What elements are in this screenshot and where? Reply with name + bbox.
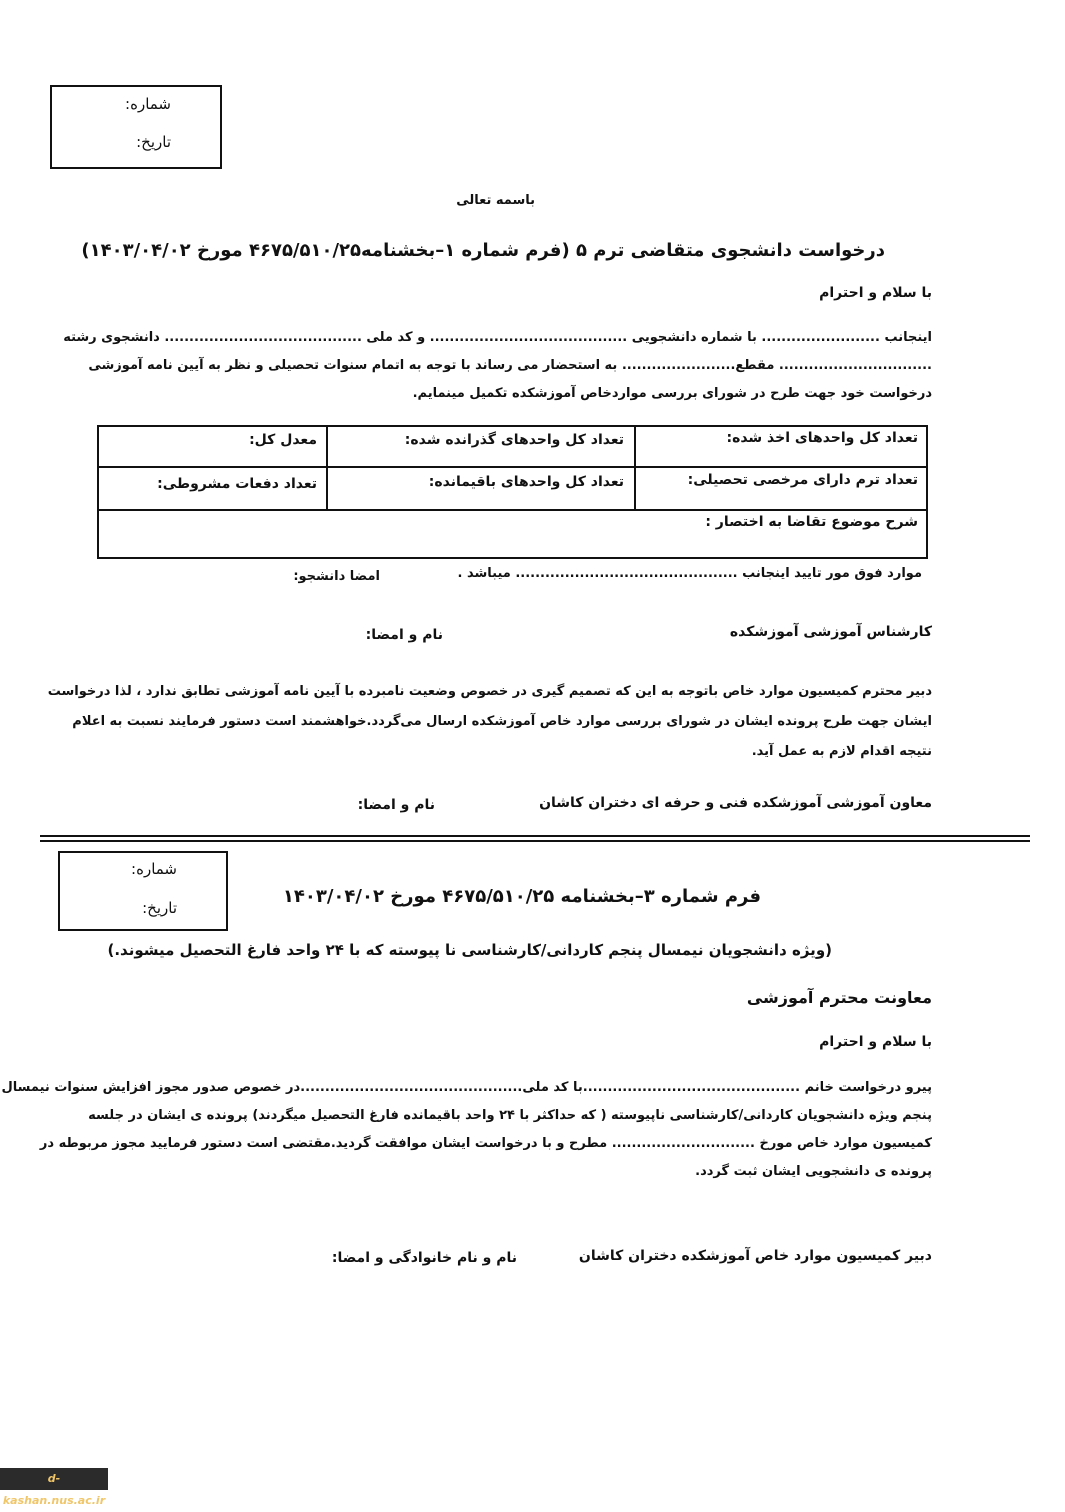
deputy-name-sign: نام و امضا: (357, 797, 435, 813)
units-taken-cell: تعداد کل واحدهای اخذ شده: (726, 430, 918, 446)
form3-body-line1: پیرو درخواست خانم ............................................با کد ملی.............................................در خصوص صدور مجوز افزایش سنوات نیمسال (1, 1080, 932, 1095)
form3-secretary-label: دبیر کمیسیون موارد خاص آموزشکده دختران کاشان (578, 1248, 932, 1264)
form3-title: فرم شماره ۳–بخشنامه ۴۶۷۵/۵۱۰/۲۵ مورخ ۱۴۰۳/۰۴/۰۲ (282, 886, 761, 907)
form3-greeting: با سلام و احترام (819, 1034, 932, 1050)
table-row-divider-1 (97, 466, 928, 468)
form3-body-line4: پرونده ی دانشجویی ایشان ثبت گردد. (695, 1164, 932, 1179)
secretary-line1: دبیر محترم کمیسیون موارد خاص باتوجه به این که تصمیم گیری در خصوص وضعیت نامبرده با آیین نامه آموزشی تطابق ندارد ، لذا درخواست (47, 684, 932, 699)
basmala: باسمه تعالی (456, 193, 535, 208)
table-col-divider-2 (634, 425, 636, 511)
form1-body-line2: ............................... مقطع....................... به استحضار می رساند با توجه به اتمام سنوات تحصیلی و نظر به آیین نامه آموزشی (88, 358, 932, 373)
expert-name-sign: نام و امضا: (365, 627, 443, 643)
site-watermark: d-kashan.nus.ac.ir (0, 1468, 108, 1490)
request-summary-cell: شرح موضوع تقاضا به اختصار : (705, 514, 918, 530)
table-row-divider-2 (97, 509, 928, 511)
table-col-divider-1 (326, 425, 328, 511)
form3-date-label: تاریخ: (142, 899, 177, 917)
deputy-label: معاون آموزشی آموزشکده فنی و حرفه ای دختران کاشان (539, 795, 932, 811)
form3-body-line2: پنجم ویژه دانشجویان کاردانی/کارشناسی ناپیوسته ( که حداکثر با ۲۴ واحد باقیمانده فارغ التحصیل میگردند) پرونده ی ایشان در جلسه (88, 1108, 932, 1123)
form1-body-line1: اینجانب ........................ با شماره دانشجویی ........................................ و کد ملی ........................................ دانشجوی رشته (63, 330, 932, 345)
number-label: شماره: (125, 95, 171, 113)
units-passed-cell: تعداد کل واحدهای گذرانده شده: (404, 432, 624, 448)
leave-terms-cell: تعداد ترم دارای مرخصی تحصیلی: (687, 472, 918, 488)
gpa-cell: معدل کل: (249, 432, 317, 448)
form1-title: درخواست دانشجوی متقاضی ترم ۵ (فرم شماره ۱–بخشنامه۴۶۷۵/۵۱۰/۲۵ مورخ ۱۴۰۳/۰۴/۰۲) (81, 240, 885, 261)
student-signature: امضا دانشجو: (293, 569, 380, 584)
expert-label: کارشناس آموزشی آموزشکده (729, 624, 932, 640)
confirm-text: موارد فوق مور تایید اینجانب ............................................. میباشد . (457, 566, 922, 581)
secretary-line2: ایشان جهت طرح پرونده ایشان در شورای بررسی موارد خاص آموزشکده ارسال می‌گردد.خواهشمند است دستور فرمایند نسبت به اعلام (72, 714, 932, 729)
form3-addressee: معاونت محترم آموزشی (746, 988, 932, 1007)
units-remaining-cell: تعداد کل واحدهای باقیمانده: (428, 474, 624, 490)
form1-body-line3: درخواست خود جهت طرح در شورای بررسی مواردخاص آموزشکده تکمیل مینمایم. (412, 386, 932, 401)
form3-number-label: شماره: (131, 860, 177, 878)
secretary-line3: نتیجه اقدام لازم به عمل آید. (751, 744, 932, 759)
separator-line-bottom (40, 840, 1030, 842)
form1-greeting: با سلام و احترام (819, 285, 932, 301)
separator-line-top (40, 835, 1030, 837)
date-label: تاریخ: (136, 133, 171, 151)
form3-name-sign: نام و نام خانوادگی و امضا: (331, 1250, 517, 1266)
probation-count-cell: تعداد دفعات مشروطی: (157, 476, 317, 492)
form3-body-line3: کمیسیون موارد خاص مورخ ............................. مطرح و با درخواست ایشان موافقت گردید.مقتضی است دستور فرمایید مجوز مربوطه در (39, 1136, 932, 1151)
form3-subtitle: (ویژه دانشجویان نیمسال پنجم کاردانی/کارشناسی نا پیوسته که با ۲۴ واحد فارغ التحصیل میشوند.) (107, 941, 832, 959)
